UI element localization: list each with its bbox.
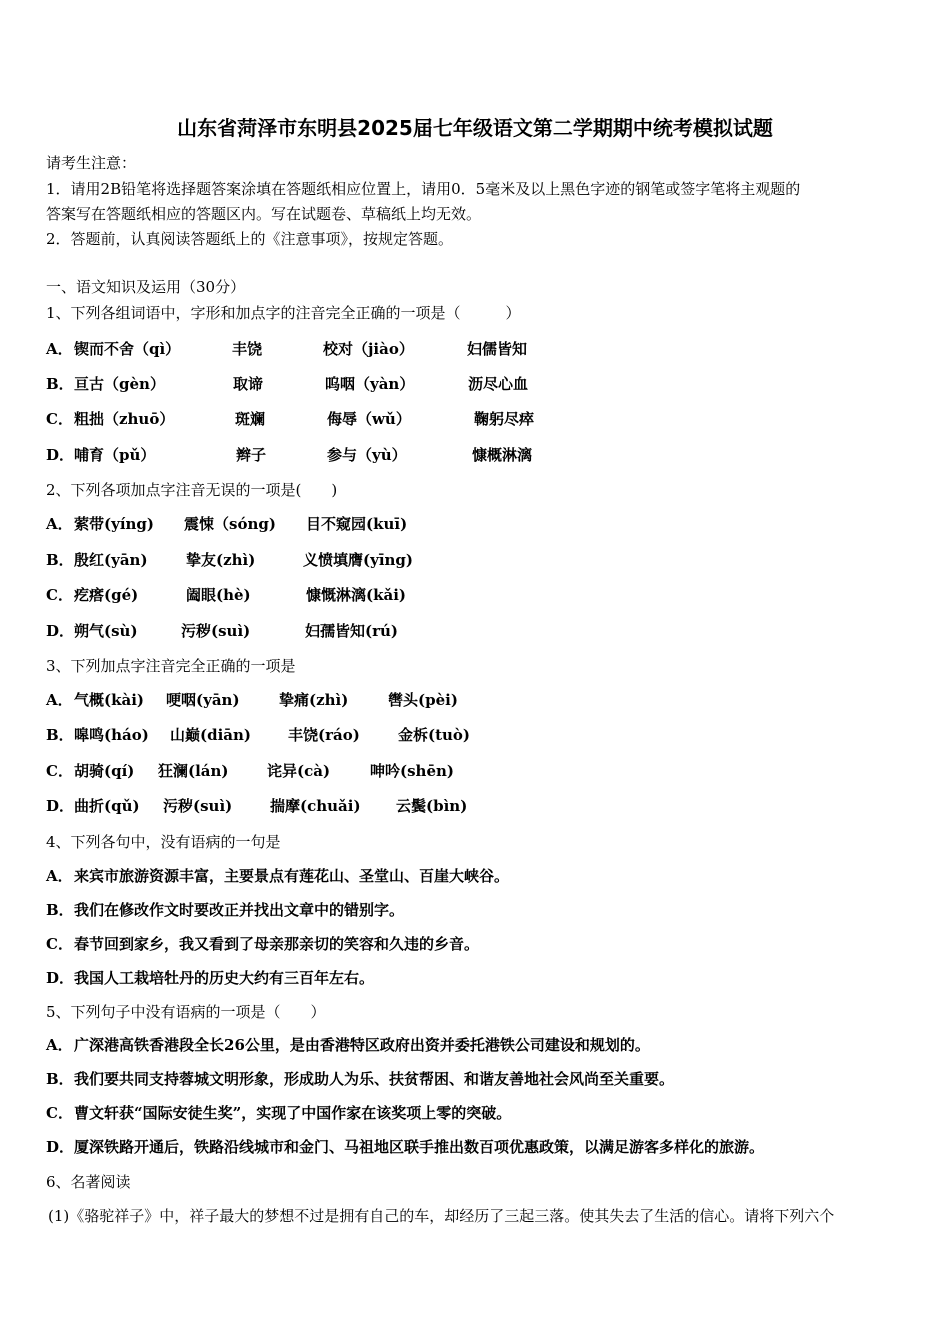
- notice-item-1b: 答案写在答题纸相应的答题区内。写在试题卷、草稿纸上均无效。: [46, 205, 482, 223]
- q3-a-c2: 哽咽(yān): [166, 691, 240, 709]
- q3-a-c1: 气概(kài): [74, 691, 145, 709]
- q3-c-label: C．: [46, 762, 73, 780]
- q1-d-c1: 哺育（pǔ）: [74, 446, 156, 464]
- q4-c-text: 春节回到家乡，我又看到了母亲那亲切的笑容和久违的乡音。: [74, 935, 480, 953]
- q2-d-label: D．: [46, 622, 75, 640]
- q3-b-c4: 金柝(tuò): [398, 726, 471, 744]
- q1-b-c3: 呜咽（yàn）: [325, 375, 415, 393]
- q2-c-c3: 慷慨淋漓(kǎi): [306, 586, 407, 604]
- q3-c-c3: 诧异(cà): [267, 762, 331, 780]
- q5-b-text: 我们要共同支持蓉城文明形象，形成助人为乐、扶贫帮困、和谐友善地社会风尚至关重要。: [74, 1070, 675, 1088]
- q3-c-c2: 狂澜(lán): [158, 762, 229, 780]
- q1-a-c2: 丰饶: [232, 340, 263, 358]
- question-2-stem: 2、下列各项加点字注音无误的一项是( ): [46, 481, 338, 499]
- q5-d-label: D．: [46, 1138, 75, 1156]
- q1-d-c2: 辫子: [236, 446, 267, 464]
- question-4-stem: 4、下列各句中，没有语病的一句是: [46, 833, 281, 851]
- page-title: 山东省菏泽市东明县2025届七年级语文第二学期期中统考模拟试题: [177, 116, 773, 140]
- q2-d-c3: 妇孺皆知(rú): [305, 622, 399, 640]
- q1-c-c1: 粗拙（zhuō）: [74, 410, 175, 428]
- q3-d-c3: 揣摩(chuǎi): [270, 797, 361, 815]
- q2-d-c2: 污秽(suì): [181, 622, 251, 640]
- notice-item-2: 2．答题前，认真阅读答题纸上的《注意事项》，按规定答题。: [46, 230, 454, 248]
- q1-c-c2: 斑斓: [235, 410, 266, 428]
- q3-b-c1: 嗥鸣(háo): [74, 726, 149, 744]
- q1-b-c4: 沥尽心血: [468, 375, 529, 393]
- q2-c-c1: 疙瘩(gé): [74, 586, 139, 604]
- q5-c-text: 曹文轩获“国际安徒生奖”，实现了中国作家在该奖项上零的突破。: [74, 1104, 512, 1122]
- q2-d-c1: 朔气(sù): [74, 622, 138, 640]
- question-1-stem: 1、下列各组词语中，字形和加点字的注音完全正确的一项是（ ）: [46, 304, 521, 322]
- q1-a-c4: 妇儒皆知: [467, 340, 528, 358]
- q2-b-c2: 挚友(zhì): [186, 551, 256, 569]
- q4-b-label: B．: [46, 901, 74, 919]
- q5-a-label: A．: [46, 1036, 73, 1054]
- notice-item-1a: 1．请用2B铅笔将选择题答案涂填在答题纸相应位置上，请用0．5毫米及以上黑色字迹的钢笔或签字笔将主观题的: [46, 180, 801, 198]
- q1-b-label: B．: [46, 375, 74, 393]
- q1-c-c3: 侮辱（wǔ）: [327, 410, 411, 428]
- q5-option-c: [46, 1102, 511, 1123]
- q3-b-c2: 山巅(diān): [170, 726, 252, 744]
- q4-option-d: [46, 967, 374, 988]
- q4-a-label: A．: [46, 867, 73, 885]
- q5-b-label: B．: [46, 1070, 74, 1088]
- q4-option-b: [46, 899, 404, 920]
- q4-c-label: C．: [46, 935, 73, 953]
- q5-option-b: [46, 1068, 674, 1089]
- q3-a-label: A．: [46, 691, 73, 709]
- q4-a-text: 来宾市旅游资源丰富，主要景点有莲花山、圣堂山、百崖大峡谷。: [74, 867, 510, 885]
- q3-c-c1: 胡骑(qí): [74, 762, 135, 780]
- q5-d-text: 厦深铁路开通后，铁路沿线城市和金门、马祖地区联手推出数百项优惠政策，以满足游客多样化的旅游。: [74, 1138, 765, 1156]
- q2-c-label: C．: [46, 586, 73, 604]
- q5-option-d: [46, 1136, 764, 1157]
- q1-d-c3: 参与（yù）: [327, 446, 407, 464]
- q3-c-c4: 呻吟(shēn): [370, 762, 454, 780]
- q4-option-c: [46, 933, 479, 954]
- q5-option-a: [46, 1034, 650, 1055]
- q1-c-label: C．: [46, 410, 73, 428]
- q3-b-c3: 丰饶(ráo): [288, 726, 360, 744]
- q3-a-c4: 辔头(pèi): [388, 691, 458, 709]
- question-6-stem: 6、名著阅读: [46, 1173, 131, 1191]
- q2-b-c3: 义愤填膺(yīng): [303, 551, 414, 569]
- q2-a-c3: 目不窥园(kuī): [306, 515, 408, 533]
- q4-d-label: D．: [46, 969, 75, 987]
- notice-heading: 请考生注意：: [46, 154, 137, 172]
- q3-b-label: B．: [46, 726, 74, 744]
- q5-a-text: 广深港高铁香港段全长26公里，是由香港特区政府出资并委托港铁公司建设和规划的。: [74, 1036, 650, 1054]
- q2-a-c2: 震悚（sóng): [184, 515, 276, 533]
- q2-c-c2: 阖眼(hè): [186, 586, 251, 604]
- question-6-sub-1: (1)《骆驼祥子》中，祥子最大的梦想不过是拥有自己的车，却经历了三起三落。使其失去了生活的信心。请将下列六个: [48, 1207, 835, 1225]
- section-heading: 一、语文知识及运用（30分）: [46, 278, 246, 296]
- q1-a-c3: 校对（jiào）: [323, 340, 414, 358]
- q2-a-c1: 萦带(yíng): [74, 515, 155, 533]
- question-3-stem: 3、下列加点字注音完全正确的一项是: [46, 657, 296, 675]
- q1-d-label: D．: [46, 446, 75, 464]
- q1-a-label: A．: [46, 340, 73, 358]
- q1-d-c4: 慷概淋漓: [472, 446, 533, 464]
- q3-d-c2: 污秽(suì): [163, 797, 233, 815]
- q5-c-label: C．: [46, 1104, 73, 1122]
- q3-a-c3: 挚痛(zhì): [279, 691, 349, 709]
- q2-b-label: B．: [46, 551, 74, 569]
- q1-b-c2: 取谛: [233, 375, 264, 393]
- q3-d-label: D．: [46, 797, 75, 815]
- q2-a-label: A．: [46, 515, 73, 533]
- q3-d-c1: 曲折(qǔ): [74, 797, 140, 815]
- question-5-stem: 5、下列句子中没有语病的一项是（ ）: [46, 1003, 326, 1021]
- q2-b-c1: 殷红(yān): [74, 551, 148, 569]
- q1-b-c1: 亘古（gèn）: [74, 375, 165, 393]
- q1-c-c4: 鞠躬尽瘁: [474, 410, 535, 428]
- q4-b-text: 我们在修改作文时要改正并找出文章中的错别字。: [74, 901, 405, 919]
- q4-d-text: 我国人工栽培牡丹的历史大约有三百年左右。: [74, 969, 375, 987]
- q3-d-c4: 云鬓(bìn): [396, 797, 468, 815]
- q1-a-c1: 锲而不舍（qì）: [74, 340, 181, 358]
- q4-option-a: [46, 865, 509, 886]
